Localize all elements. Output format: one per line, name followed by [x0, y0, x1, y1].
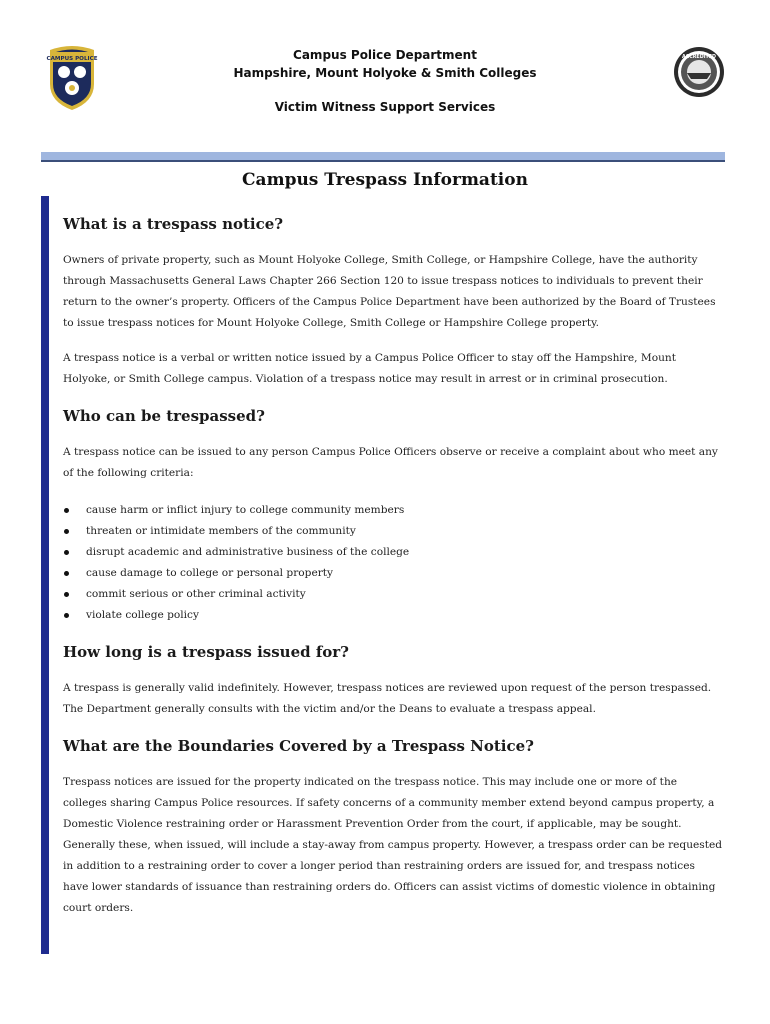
list-item-text: cause damage to college or personal property — [86, 567, 334, 579]
criteria-list — [63, 500, 723, 626]
bullet-icon — [64, 508, 69, 513]
section-heading: What are the Boundaries Covered by a Trespass Notice? — [63, 737, 534, 755]
list-item — [63, 605, 723, 626]
left-accent-bar — [41, 196, 49, 954]
paragraph: A trespass is generally valid indefinitely. However, trespass notices are reviewed upon request of the person trespassed. The Department generally consults with the victim and/or the Deans to evaluate a trespass appeal. — [63, 682, 712, 715]
service-name: Victim Witness Support Services — [274, 100, 496, 114]
list-item — [63, 500, 723, 521]
paragraph: A trespass notice is a verbal or written notice issued by a Campus Police Officer to stay off the Hampshire, Mount Holyoke, or Smith College campus. Violation of a trespass notice may result in arrest or in criminal prosecution. — [63, 352, 676, 385]
bullet-icon — [64, 613, 69, 618]
list-item — [63, 542, 723, 563]
page-title: Campus Trespass Information — [242, 170, 528, 190]
bullet-icon — [64, 550, 69, 555]
paragraph: Owners of private property, such as Mount Holyoke College, Smith College, or Hampshire College, have the authority through Massachusetts General Laws Chapter 266 Section 120 to issue trespass notices to individuals to prevent their return to the owner’s property. Officers of the Campus Police Department have been authorized by the Board of Trustees to issue trespass notices for Mount Holyoke College, Smith College or Hampshire College property. — [63, 254, 716, 329]
list-item — [63, 563, 723, 584]
document-body — [63, 212, 723, 919]
accreditation-seal-icon — [673, 46, 725, 98]
section-heading: What is a trespass notice? — [63, 215, 284, 233]
paragraph: Trespass notices are issued for the property indicated on the trespass notice. This may include one or more of the colleges sharing Campus Police resources. If safety concerns of a community member extend beyond campus property, a Domestic Violence restraining order or Harassment Prevention Order from the court, if applicable, may be sought. Generally these, when issued, will include a stay-away from campus property. However, a trespass order can be requested in addition to a restraining order to cover a longer period than restraining orders are issued for, and trespass notices have lower standards of issuance than restraining orders do. Officers can assist victims of domestic violence in obtaining court orders. — [63, 776, 723, 914]
bullet-icon — [64, 571, 69, 576]
department-name: Campus Police Department — [293, 48, 477, 62]
list-item-text: threaten or intimidate members of the community — [86, 525, 356, 537]
list-item — [63, 521, 723, 542]
list-item-text: disrupt academic and administrative business of the college — [86, 546, 410, 558]
bullet-icon — [64, 592, 69, 597]
bullet-icon — [64, 529, 69, 534]
section-heading: How long is a trespass issued for? — [63, 643, 349, 661]
section-heading: Who can be trespassed? — [63, 407, 265, 425]
colleges-name: Hampshire, Mount Holyoke & Smith Colleges — [233, 66, 537, 80]
paragraph: A trespass notice can be issued to any person Campus Police Officers observe or receive a complaint about who meet any of the following criteria: — [63, 446, 718, 479]
list-item — [63, 584, 723, 605]
header-divider — [41, 152, 725, 162]
document-header — [0, 0, 770, 150]
list-item-text: cause harm or inflict injury to college community members — [86, 504, 405, 516]
badge-text: CAMPUS POLICE — [46, 56, 98, 62]
list-item-text: violate college policy — [86, 609, 199, 621]
list-item-text: commit serious or other criminal activity — [86, 588, 306, 600]
seal-text: ACCREDITED — [681, 55, 717, 60]
